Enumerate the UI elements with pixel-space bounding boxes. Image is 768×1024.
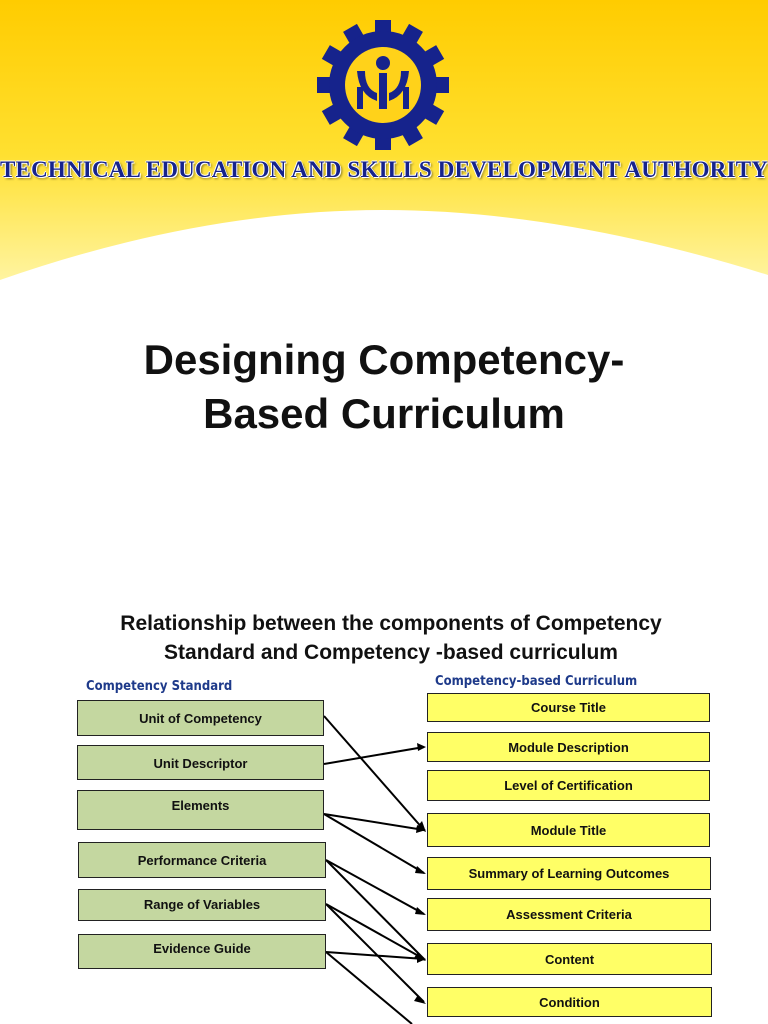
competency-based-curriculum-heading: Competency-based Curriculum xyxy=(435,674,638,689)
connector-line xyxy=(326,860,424,959)
agency-name: TECHNICAL EDUCATION AND SKILLS DEVELOPMENT AUTHORITY xyxy=(0,157,768,182)
connector-line xyxy=(324,747,424,764)
subtitle-line-1: Relationship between the components of Competency xyxy=(120,612,662,635)
cs-item-unit-of-competency: Unit of Competency xyxy=(77,700,324,736)
title-line-2: Based Curriculum xyxy=(203,390,565,437)
page-title xyxy=(0,333,768,441)
arrowhead xyxy=(417,743,426,751)
cs-item-performance-criteria: Performance Criteria xyxy=(78,842,326,878)
arrowhead xyxy=(415,907,426,915)
cbc-item-course-title: Course Title xyxy=(427,693,710,722)
tesda-seal-logo xyxy=(313,20,453,150)
cbc-item-module-description: Module Description xyxy=(427,732,710,762)
arrowhead xyxy=(416,825,426,833)
connector-line xyxy=(326,860,424,914)
cbc-item-summary-of-learning-outcomes: Summary of Learning Outcomes xyxy=(427,857,711,890)
arrowhead xyxy=(415,953,426,960)
arrowhead xyxy=(416,821,426,832)
cbc-item-level-of-certification: Level of Certification xyxy=(427,770,710,801)
connector-line xyxy=(326,904,424,959)
arrowhead xyxy=(417,955,426,963)
connector-line xyxy=(326,952,412,1024)
cbc-item-module-title: Module Title xyxy=(427,813,710,847)
cs-item-range-of-variables: Range of Variables xyxy=(78,889,326,921)
cs-item-unit-descriptor: Unit Descriptor xyxy=(77,745,324,780)
connector-line xyxy=(326,904,424,1002)
arrowhead xyxy=(414,995,426,1004)
section-subtitle xyxy=(0,609,768,667)
cbc-item-condition: Condition xyxy=(427,987,712,1017)
connector-line xyxy=(326,952,424,959)
cs-item-elements: Elements xyxy=(77,790,324,830)
connector-line xyxy=(324,716,424,830)
title-line-1: Designing Competency- xyxy=(143,336,625,383)
arrowhead xyxy=(414,952,426,961)
connector-line xyxy=(324,814,424,873)
connector-line xyxy=(324,814,424,830)
cbc-item-content: Content xyxy=(427,943,712,975)
competency-standard-heading: Competency Standard xyxy=(86,679,233,694)
cs-item-evidence-guide: Evidence Guide xyxy=(78,934,326,969)
arrowhead xyxy=(415,866,426,874)
cbc-item-assessment-criteria: Assessment Criteria xyxy=(427,898,711,931)
subtitle-line-2: Standard and Competency -based curriculum xyxy=(164,641,618,664)
